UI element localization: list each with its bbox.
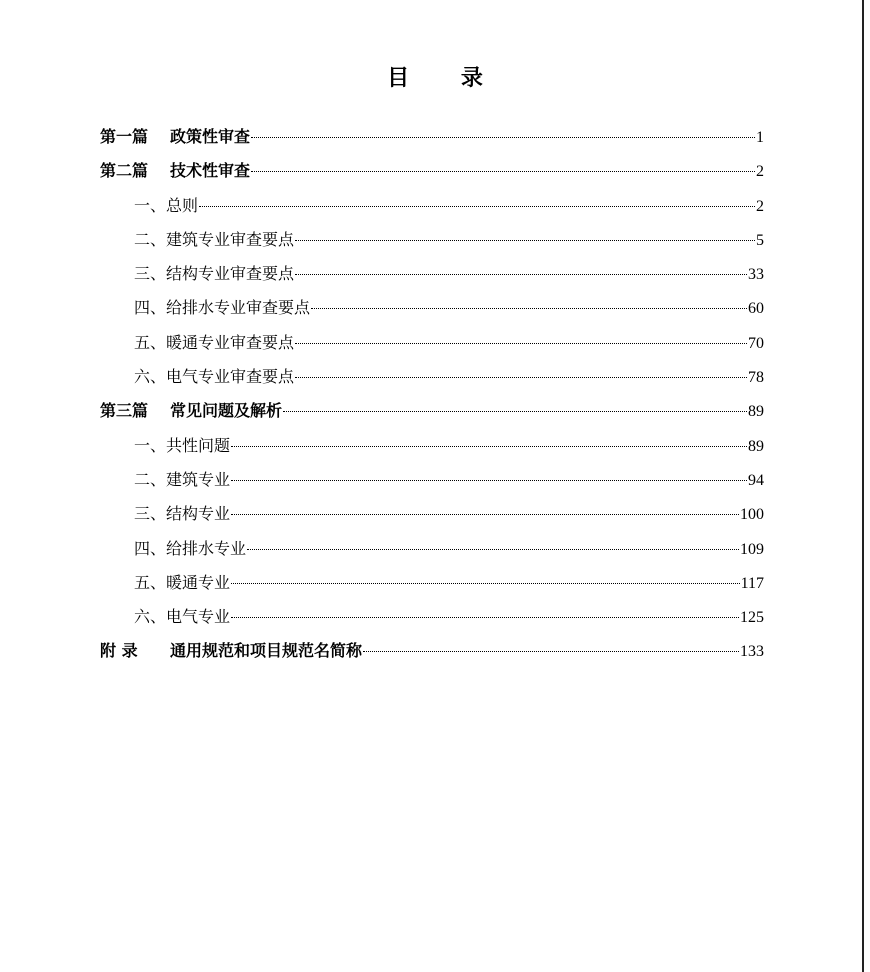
toc-entry-text: 共性问题 xyxy=(166,435,231,455)
toc-entry-label xyxy=(134,600,230,634)
toc-entry-page-number: 89 xyxy=(748,403,764,421)
toc-entry-text: 总则 xyxy=(166,195,199,215)
toc-entry-label xyxy=(134,223,294,257)
toc-entry[interactable] xyxy=(100,291,764,325)
toc-entry[interactable] xyxy=(100,326,764,360)
toc-entry-text: 技术性审查 xyxy=(170,161,251,181)
toc-entry[interactable] xyxy=(100,463,764,497)
toc-entry[interactable] xyxy=(100,394,764,428)
dot-leader xyxy=(231,480,747,481)
toc-entry-text: 建筑专业审查要点 xyxy=(166,229,295,249)
toc-entry-prefix: 第三篇 xyxy=(100,401,149,421)
toc-entry-label xyxy=(134,532,246,566)
toc-entry-text: 暖通专业 xyxy=(166,572,231,592)
toc-entry[interactable] xyxy=(100,189,764,223)
dot-leader xyxy=(295,377,747,378)
toc-entry-label xyxy=(100,120,250,154)
toc-entry-text: 电气专业 xyxy=(166,607,231,627)
toc-entry[interactable] xyxy=(100,120,764,154)
toc-entry-page-number: 5 xyxy=(756,231,764,249)
toc-entry-page-number: 133 xyxy=(740,643,764,661)
toc-entry-text: 给排水专业 xyxy=(166,538,247,558)
toc-entry-prefix: 六、 xyxy=(134,367,167,387)
toc-entry-label xyxy=(100,154,250,188)
toc-entry-text: 暖通专业审查要点 xyxy=(166,332,295,352)
toc-entry-label xyxy=(134,429,230,463)
toc-entry-label xyxy=(134,463,230,497)
toc-entry-page-number: 125 xyxy=(740,609,764,627)
toc-entry-prefix: 一、 xyxy=(134,435,167,455)
toc-entry[interactable] xyxy=(100,566,764,600)
toc-entry-prefix: 三、 xyxy=(134,504,167,524)
toc-entry-label xyxy=(134,326,294,360)
dot-leader xyxy=(247,549,739,550)
dot-leader xyxy=(295,240,755,241)
dot-leader xyxy=(311,308,747,309)
toc-entry-text: 结构专业审查要点 xyxy=(166,264,295,284)
toc-entry-prefix: 三、 xyxy=(134,264,167,284)
toc-entry[interactable] xyxy=(100,600,764,634)
dot-leader xyxy=(251,137,755,138)
page-edge-divider xyxy=(862,0,864,972)
toc-entry-text: 结构专业 xyxy=(166,504,231,524)
toc-entry-label xyxy=(134,566,230,600)
toc-entry-label xyxy=(134,497,230,531)
toc-entry-label xyxy=(100,634,362,668)
toc-entry-prefix: 第一篇 xyxy=(100,127,149,146)
toc-entry-text: 常见问题及解析 xyxy=(170,401,283,421)
toc-entry-page-number: 2 xyxy=(756,197,764,215)
toc-entry[interactable] xyxy=(100,257,764,291)
toc-entry[interactable] xyxy=(100,497,764,531)
toc-entry-label xyxy=(100,394,282,428)
toc-entry-prefix: 四、 xyxy=(134,298,167,318)
toc-entry[interactable] xyxy=(100,360,764,394)
dot-leader xyxy=(295,274,747,275)
dot-leader xyxy=(231,583,740,584)
toc-entry-text: 政策性审查 xyxy=(170,127,251,146)
table-of-contents xyxy=(100,120,764,669)
toc-entry-page-number: 100 xyxy=(740,506,764,524)
dot-leader xyxy=(231,514,739,515)
toc-entry-prefix: 一、 xyxy=(134,195,167,215)
toc-entry-page-number: 60 xyxy=(748,300,764,318)
toc-entry-text: 通用规范和项目规范名简称 xyxy=(170,641,363,661)
toc-entry[interactable] xyxy=(100,154,764,188)
toc-entry-page-number: 117 xyxy=(740,574,764,592)
dot-leader xyxy=(251,171,755,172)
toc-entry[interactable] xyxy=(100,634,764,668)
toc-entry-label xyxy=(134,291,310,325)
toc-entry-label xyxy=(134,257,294,291)
toc-entry-prefix: 六、 xyxy=(134,607,167,627)
toc-entry-label xyxy=(134,360,294,394)
toc-entry-page-number: 109 xyxy=(740,540,764,558)
toc-entry-prefix: 五、 xyxy=(134,572,167,592)
toc-entry-page-number: 78 xyxy=(748,369,764,387)
toc-entry-prefix: 四、 xyxy=(134,538,167,558)
toc-entry-page-number: 33 xyxy=(748,266,764,284)
toc-entry-prefix: 二、 xyxy=(134,229,167,249)
toc-entry-page-number: 70 xyxy=(748,334,764,352)
toc-entry[interactable] xyxy=(100,223,764,257)
toc-entry-prefix: 第二篇 xyxy=(100,161,149,181)
dot-leader xyxy=(199,206,755,207)
toc-entry-text: 给排水专业审查要点 xyxy=(166,298,311,318)
toc-entry-page-number: 89 xyxy=(748,437,764,455)
toc-entry[interactable] xyxy=(100,532,764,566)
dot-leader xyxy=(363,651,739,652)
dot-leader xyxy=(283,411,747,412)
toc-entry-page-number: 2 xyxy=(756,163,764,181)
dot-leader xyxy=(231,446,747,447)
dot-leader xyxy=(295,343,747,344)
toc-entry-page-number: 1 xyxy=(756,129,764,146)
toc-entry[interactable] xyxy=(100,429,764,463)
toc-title: 目 录 xyxy=(387,66,505,91)
toc-entry-text: 电气专业审查要点 xyxy=(166,367,295,387)
toc-entry-label xyxy=(134,189,198,223)
toc-entry-prefix: 附 录 xyxy=(100,641,138,661)
toc-entry-page-number: 94 xyxy=(748,471,764,489)
toc-entry-prefix: 二、 xyxy=(134,469,167,489)
toc-entry-text: 建筑专业 xyxy=(166,469,231,489)
toc-entry-prefix: 五、 xyxy=(134,332,167,352)
dot-leader xyxy=(231,617,739,618)
